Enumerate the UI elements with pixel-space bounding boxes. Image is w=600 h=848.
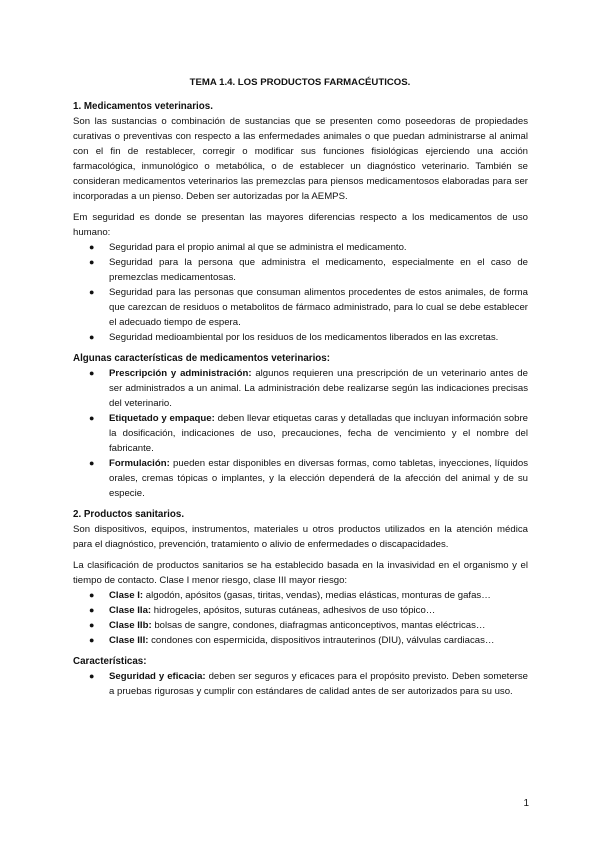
bullet-icon: ●: [89, 620, 95, 630]
bullet-icon: ●: [89, 635, 95, 645]
safety-list: [73, 240, 528, 345]
vet-characteristics-list: [73, 366, 528, 501]
list-item: ● Seguridad medioambiental por los residuos de los medicamentos liberados en las excretas.: [89, 332, 499, 343]
bullet-icon: ●: [89, 242, 95, 252]
section-1-paragraph-1: Son las sustancias o combinación de sustancias que se presenten como poseedoras de propiedades curativas o preventivas con respecto a las enfermedades animales o que puedan administrarse al animal con el fin de restablecer, corregir o modificar sus funciones fisiológicas ejerciendo una acción farmacológica, inmunológico o metabólica, o de establecer un diagnóstico veterinario. También se consideran medicamentos veterinarios las premezclas para piensos medicamentosos elaboradas para ser incorporadas a un pienso. Deben ser autorizadas por la AEMPS.: [73, 116, 528, 202]
characteristics-heading: Características:: [73, 656, 147, 667]
section-1-paragraph-2: Em seguridad es donde se presentan las mayores diferencias respecto a los medicamentos de uso humano:: [73, 212, 528, 238]
section-1-heading: 1. Medicamentos veterinarios.: [73, 101, 213, 112]
list-item: ● Clase I: algodón, apósitos (gasas, tiritas, vendas), medias elásticas, monturas de gafas…: [89, 590, 491, 601]
list-item: ● Clase IIa: hidrogeles, apósitos, suturas cutáneas, adhesivos de uso tópico…: [89, 605, 436, 616]
list-item: ● Prescripción y administración: algunos requieren una prescripción de un veterinario antes de ser administrados a un animal. La administración debe realizarse según las indicaciones precisas del veterinario.: [89, 368, 528, 409]
vet-characteristics-heading: Algunas características de medicamentos veterinarios:: [73, 353, 331, 364]
list-item: ● Etiquetado y empaque: deben llevar etiquetas caras y detalladas que incluyan información sobre la dosificación, indicaciones de uso, precauciones, fecha de vencimiento y el nombre del fabricante.: [89, 413, 529, 454]
list-item: ● Seguridad para las personas que consuman alimentos procedentes de estos animales, de forma que carezcan de residuos o metabolitos de fármaco administrado, para lo cual se debe establecer el adecuado tiempo de espera.: [89, 287, 528, 328]
list-item: ● Clase IIb: bolsas de sangre, condones, diafragmas anticonceptivos, mantas eléctricas…: [89, 620, 486, 631]
page-number: 1: [523, 798, 529, 809]
list-item: ● Seguridad y eficacia: deben ser seguros y eficaces para el propósito previsto. Deben someterse a pruebas rigurosas y cumplir con estándares de calidad antes de ser autorizados para su uso.: [89, 671, 528, 697]
section-2-paragraph-1: Son dispositivos, equipos, instrumentos, materiales u otros productos utilizados en la atención médica para el diagnóstico, prevención, tratamiento o alivio de enfermedades o discapacidades.: [73, 524, 528, 550]
bullet-icon: ●: [89, 605, 95, 615]
bullet-icon: ●: [89, 671, 95, 681]
document-body: [73, 99, 528, 699]
bullet-icon: ●: [89, 287, 95, 297]
list-item: ● Clase III: condones con espermicida, dispositivos intrauterinos (DIU), válvulas cardiacas…: [89, 635, 495, 646]
section-2-paragraph-2: La clasificación de productos sanitarios se ha establecido basada en la invasividad en el organismo y el tiempo de contacto. Clase I menor riesgo, clase III mayor riesgo:: [73, 560, 528, 586]
bullet-icon: ●: [89, 257, 95, 267]
bullet-icon: ●: [89, 458, 95, 468]
bullet-icon: ●: [89, 590, 95, 600]
list-item: ● Formulación: pueden estar disponibles en diversas formas, como tabletas, inyecciones, líquidos orales, cremas tópicas o implantes, y la elección dependerá de la afección del animal y de su especie.: [89, 458, 528, 499]
bullet-icon: ●: [89, 413, 95, 423]
list-item: ● Seguridad para la persona que administra el medicamento, especialmente en el caso de premezclas medicamentosas.: [89, 257, 528, 283]
bullet-icon: ●: [89, 332, 95, 342]
bullet-icon: ●: [89, 368, 95, 378]
section-2-heading: 2. Productos sanitarios.: [73, 509, 185, 520]
page-title: TEMA 1.4. LOS PRODUCTOS FARMACÉUTICOS.: [189, 77, 411, 88]
list-item: ● Seguridad para el propio animal al que se administra el medicamento.: [89, 242, 407, 253]
characteristics-list: [73, 669, 528, 699]
class-list: [73, 588, 528, 648]
